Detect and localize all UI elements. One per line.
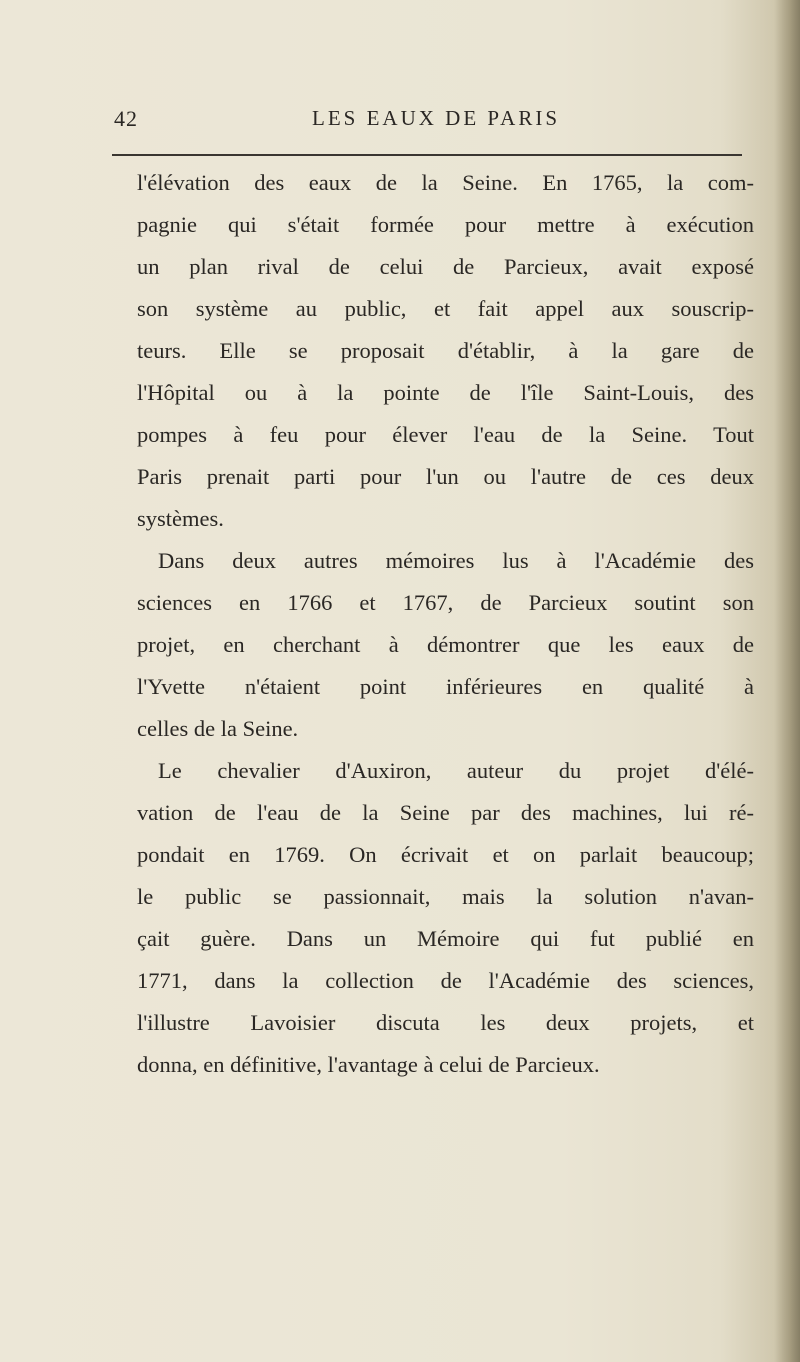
text-line: le public se passionnait, mais la solution n'avan- [137,884,754,909]
page-number: 42 [114,106,138,131]
text-line: l'illustre Lavoisier discuta les deux projets, et [137,1010,754,1035]
text-line: sciences en 1766 et 1767, de Parcieux soutint son [137,590,754,615]
body-text [137,162,754,1086]
text-line: 1771, dans la collection de l'Académie des sciences, [137,968,754,993]
text-line: l'Hôpital ou à la pointe de l'île Saint-Louis, des [137,380,754,405]
text-line: donna, en définitive, l'avantage à celui de Parcieux. [137,1052,600,1077]
running-title: LES EAUX DE PARIS [312,106,560,130]
text-line: Dans deux autres mémoires lus à l'Académie des [158,548,754,573]
text-line: projet, en cherchant à démontrer que les eaux de [137,632,754,657]
text-line: systèmes. [137,506,224,531]
text-line: un plan rival de celui de Parcieux, avait exposé [137,254,754,279]
text-line: son système au public, et fait appel aux souscrip- [137,296,754,321]
text-line: pompes à feu pour élever l'eau de la Seine. Tout [137,422,754,447]
text-line: Le chevalier d'Auxiron, auteur du projet d'élé- [158,758,754,783]
text-line: l'élévation des eaux de la Seine. En 1765, la com- [137,170,754,195]
text-line: pagnie qui s'était formée pour mettre à exécution [137,212,754,237]
text-line: pondait en 1769. On écrivait et on parlait beaucoup; [137,842,754,867]
page-header [114,106,740,140]
page-edge-shadow [774,0,800,1362]
text-line: l'Yvette n'étaient point inférieures en qualité à [137,674,754,699]
text-line: Paris prenait parti pour l'un ou l'autre de ces deux [137,464,754,489]
text-line: vation de l'eau de la Seine par des machines, lui ré- [137,800,754,825]
text-line: celles de la Seine. [137,716,299,741]
text-line: çait guère. Dans un Mémoire qui fut publié en [137,926,754,951]
header-rule [112,154,742,156]
text-line: teurs. Elle se proposait d'établir, à la gare de [137,338,754,363]
